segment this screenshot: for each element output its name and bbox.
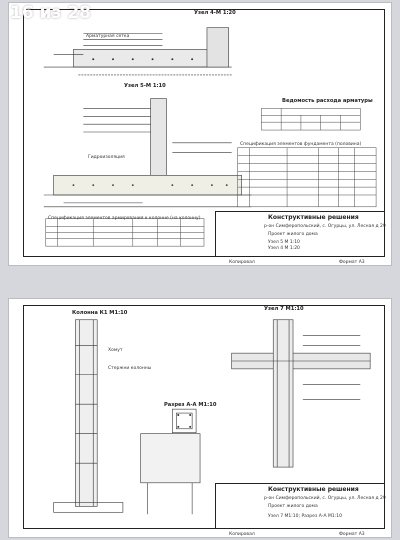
title-node-4: Узел 4-М 1:20 <box>194 10 236 16</box>
label-column-bars: Стержни колонны <box>108 366 152 371</box>
page-counter <box>0 0 400 28</box>
stamp-node-b: Узел 4 М 1:20 <box>268 246 300 251</box>
title-node-5: Узел 5-М 1:10 <box>124 83 166 89</box>
label-clamp: Хомут <box>108 348 123 353</box>
page-separator: из <box>39 3 62 23</box>
stamp-address: р-он Симферопольский, с. Огурцы, ул. Лесная д 29 <box>264 224 386 229</box>
title-column: Колонна К1 М1:10 <box>72 310 128 316</box>
sheet-frame <box>23 305 385 529</box>
drawing-sheet-1[interactable] <box>8 2 392 266</box>
title-foundation-table: Спецификация элементов фундамента (половина) <box>240 142 362 147</box>
stamp-title: Конструктивные решения <box>268 486 359 493</box>
page-current: 16 <box>10 3 34 23</box>
stamp-project: Проект жилого дома <box>268 232 318 237</box>
stamp-node: Узел 7 М1:10; Разрез А-А М1:10 <box>268 514 342 519</box>
stamp-title: Конструктивные решения <box>268 214 359 221</box>
format-label: Формат А3 <box>339 532 365 537</box>
title-node-7: Узел 7 М1:10 <box>264 306 304 312</box>
stamp-node-a: Узел 5 М 1:10 <box>268 240 300 245</box>
title-block-2 <box>215 483 384 528</box>
title-section: Разрез А-А М1:10 <box>164 402 217 408</box>
title-block-1 <box>215 211 384 256</box>
stamp-address: р-он Симферопольский, с. Огурцы, ул. Лесная д 29 <box>264 496 386 501</box>
drawing-sheet-2[interactable] <box>8 298 392 538</box>
page-total: 28 <box>67 3 91 23</box>
label-hydro: Гидроизоляция <box>88 155 125 160</box>
title-rebar-table: Ведомость расхода арматуры <box>282 98 373 104</box>
stamp-project: Проект жилого дома <box>268 504 318 509</box>
format-label: Формат А3 <box>339 260 365 265</box>
copied-label: Копировал <box>229 260 255 265</box>
title-column-table: Спецификация элементов армирования к колонне (на колонну) <box>48 216 201 221</box>
label-rebar-mesh: Арматурная сетка <box>86 34 130 39</box>
sheet-frame <box>23 9 385 257</box>
copied-label: Копировал <box>229 532 255 537</box>
